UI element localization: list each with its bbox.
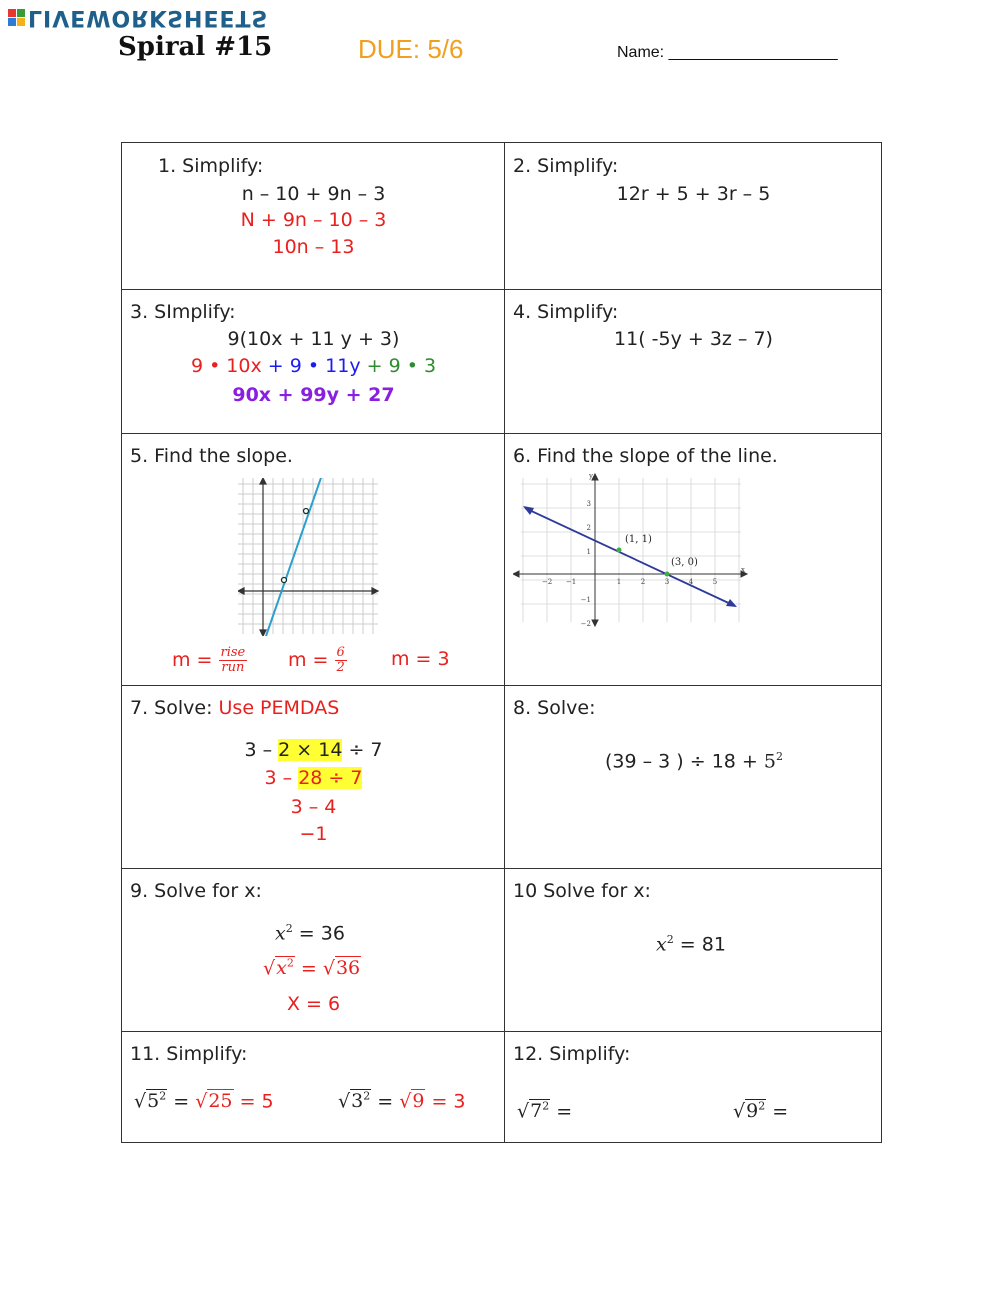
problem-8-expr-text: (39 – 3 ) ÷ 18 +	[605, 750, 764, 773]
problem-5-cell	[122, 434, 505, 686]
problem-8-base: 5	[763, 750, 776, 773]
problem-3-distribution	[122, 355, 505, 377]
slope-answer: m = 3	[391, 648, 450, 670]
problem-8-cell	[505, 686, 882, 869]
slope-fraction-prefix: m =	[288, 649, 329, 671]
problem-1-step: N + 9n – 10 – 3	[240, 209, 387, 231]
step1-highlight: 28 ÷ 7	[298, 767, 363, 789]
slope-formula	[172, 646, 247, 675]
slope-fraction	[288, 646, 347, 675]
expr-part-b: ÷ 7	[342, 739, 383, 761]
sqrt-icon: √	[733, 1100, 746, 1123]
problem-9-answer: X = 6	[286, 993, 341, 1015]
problem-9-root-step	[263, 957, 361, 979]
point-1-label: (1, 1)	[625, 534, 652, 545]
equals: =	[772, 1100, 789, 1123]
distribution-part-1: 9 • 10x	[190, 355, 262, 377]
problem-5-graph	[238, 478, 380, 636]
sqrt-icon: √	[134, 1090, 147, 1113]
problem-11-cell	[122, 1032, 505, 1143]
y-tick-label: −1	[580, 596, 591, 604]
rise-label: rise	[220, 645, 246, 660]
sqrt-exponent: 2	[286, 957, 294, 970]
problem-1-cell	[122, 143, 505, 290]
radicand-exponent: 2	[542, 1100, 550, 1113]
x-tick-label: 5	[712, 578, 718, 586]
problem-7-expr	[122, 739, 505, 761]
slope-numerator: 6	[336, 645, 345, 660]
distribution-part-3: • 11y	[307, 355, 361, 377]
problem-12-cell	[505, 1032, 882, 1143]
step1-part-a: 3 –	[264, 767, 299, 789]
sqrt-icon: √	[399, 1090, 412, 1113]
problem-11-part-b	[338, 1090, 466, 1112]
exponent: 2	[666, 933, 674, 946]
distribution-part-4: + 9	[366, 355, 401, 377]
sqrt-icon: √	[517, 1100, 530, 1123]
radicand-exponent: 2	[159, 1090, 167, 1103]
radicand-base: 7	[530, 1100, 543, 1123]
sqrt-icon: √	[263, 957, 276, 980]
problem-4-cell	[505, 290, 882, 434]
liveworksheets-logo	[8, 4, 268, 30]
problem-7-label-text: 7. Solve:	[130, 697, 213, 719]
graph-6-point-1	[617, 548, 622, 553]
graph-6-grid	[521, 478, 741, 622]
problem-8-expr	[605, 750, 783, 772]
problem-9-equation	[275, 922, 345, 944]
graph-5-line	[266, 478, 323, 636]
problems-table	[121, 142, 882, 1143]
graph-5-grid	[238, 478, 378, 634]
problem-8-exponent: 2	[775, 750, 783, 763]
problem-6-graph	[513, 472, 749, 628]
worksheet-title: Spiral #15	[118, 32, 273, 62]
radicand-base: 9	[746, 1100, 759, 1123]
answer-b: = 3	[431, 1090, 466, 1113]
point-2-label: (3, 0)	[671, 557, 698, 568]
radicand-exponent: 2	[758, 1100, 766, 1113]
name-field[interactable]: Name: ___________________	[617, 44, 838, 61]
due-date: DUE: 5/6	[358, 34, 464, 64]
y-tick-label: 3	[586, 500, 591, 508]
problem-7-step2: 3 – 4	[290, 796, 337, 818]
y-tick-label: −2	[580, 620, 591, 628]
problem-4-label: 4. Simplify:	[513, 301, 619, 323]
graph-5-point-b	[304, 509, 309, 514]
problem-12-label: 12. Simplify:	[513, 1043, 631, 1065]
problem-10-label: 10 Solve for x:	[513, 880, 651, 902]
sqrt-icon: √	[338, 1090, 351, 1113]
expr-highlight: 2 × 14	[278, 739, 343, 761]
problem-7-label	[130, 697, 339, 719]
x-tick-label: 4	[688, 578, 694, 586]
x-tick-label: −1	[565, 578, 577, 586]
sqrt-25: 25	[208, 1090, 233, 1113]
x-tick-label: −2	[541, 578, 553, 586]
y-tick-label: 1	[586, 548, 591, 556]
sqrt-variable: x	[276, 957, 287, 980]
problem-2-expr: 12r + 5 + 3r – 5	[616, 183, 771, 205]
root-equals: =	[300, 957, 317, 980]
line-arrow-left-icon	[523, 506, 534, 515]
graph-5-axes	[238, 478, 378, 636]
run-label: run	[221, 660, 245, 675]
graph-6-axes	[513, 474, 747, 626]
distribution-part-5: • 3	[406, 355, 437, 377]
exponent: 2	[285, 922, 293, 935]
problem-3-expr: 9(10x + 11 y + 3)	[227, 328, 400, 350]
problem-10-equation	[656, 933, 726, 955]
variable-x: x	[275, 922, 286, 945]
equals: =	[173, 1090, 190, 1113]
problem-12-part-b	[733, 1100, 788, 1122]
problem-7-cell	[122, 686, 505, 869]
x-tick-label: 1	[616, 578, 622, 586]
problem-7-answer: −1	[299, 823, 328, 845]
y-axis-label: y	[589, 472, 593, 480]
problem-9-label: 9. Solve for x:	[130, 880, 262, 902]
sqrt-36: 36	[335, 957, 361, 980]
x-tick-label: 3	[664, 578, 670, 586]
problem-1-answer: 10n – 13	[272, 236, 355, 258]
problem-3-cell	[122, 290, 505, 434]
problem-2-cell	[505, 143, 882, 290]
answer-a: = 5	[239, 1090, 274, 1113]
problem-6-label: 6. Find the slope of the line.	[513, 445, 778, 467]
pemdas-hint: Use PEMDAS	[218, 697, 340, 719]
variable-x: x	[656, 933, 667, 956]
problem-3-label: 3. SImplify:	[130, 301, 236, 323]
problem-5-label: 5. Find the slope.	[130, 445, 293, 467]
logo-blocks-icon	[8, 9, 25, 26]
problem-11-part-a	[134, 1090, 274, 1112]
problem-6-cell	[505, 434, 882, 686]
problem-8-label: 8. Solve:	[513, 697, 596, 719]
problem-12-part-a	[517, 1100, 572, 1122]
slope-formula-prefix: m =	[172, 649, 213, 671]
distribution-part-2: + 9	[267, 355, 302, 377]
problem-7-step1	[122, 767, 505, 789]
graph-6-line	[525, 508, 735, 606]
equation-rhs: = 36	[298, 922, 345, 945]
radicand-base: 3	[351, 1090, 364, 1113]
sqrt-9: 9	[412, 1090, 425, 1113]
sqrt-icon: √	[322, 957, 335, 980]
x-axis-label: x	[741, 566, 745, 574]
y-tick-label: 2	[586, 524, 591, 532]
problem-9-cell	[122, 869, 505, 1032]
slope-denominator: 2	[336, 660, 345, 675]
problem-4-expr: 11( -5y + 3z – 7)	[614, 328, 773, 350]
x-tick-label: 2	[640, 578, 646, 586]
problem-10-cell	[505, 869, 882, 1032]
problem-1-expr: n – 10 + 9n – 3	[241, 183, 386, 205]
problem-11-label: 11. Simplify:	[130, 1043, 248, 1065]
expr-part-a: 3 –	[244, 739, 279, 761]
graph-6-point-2	[665, 572, 670, 577]
equation-rhs: = 81	[679, 933, 726, 956]
graph-5-point-a	[282, 578, 287, 583]
radicand-base: 5	[147, 1090, 160, 1113]
problem-2-label: 2. Simplify:	[513, 155, 619, 177]
equals: =	[377, 1090, 394, 1113]
problem-3-answer: 90x + 99y + 27	[232, 384, 395, 406]
sqrt-icon: √	[195, 1090, 208, 1113]
logo-text: LIVEWORKSHEETS	[28, 4, 269, 30]
equals: =	[556, 1100, 573, 1123]
problem-1-label: 1. Simplify:	[158, 155, 264, 177]
radicand-exponent: 2	[363, 1090, 371, 1103]
